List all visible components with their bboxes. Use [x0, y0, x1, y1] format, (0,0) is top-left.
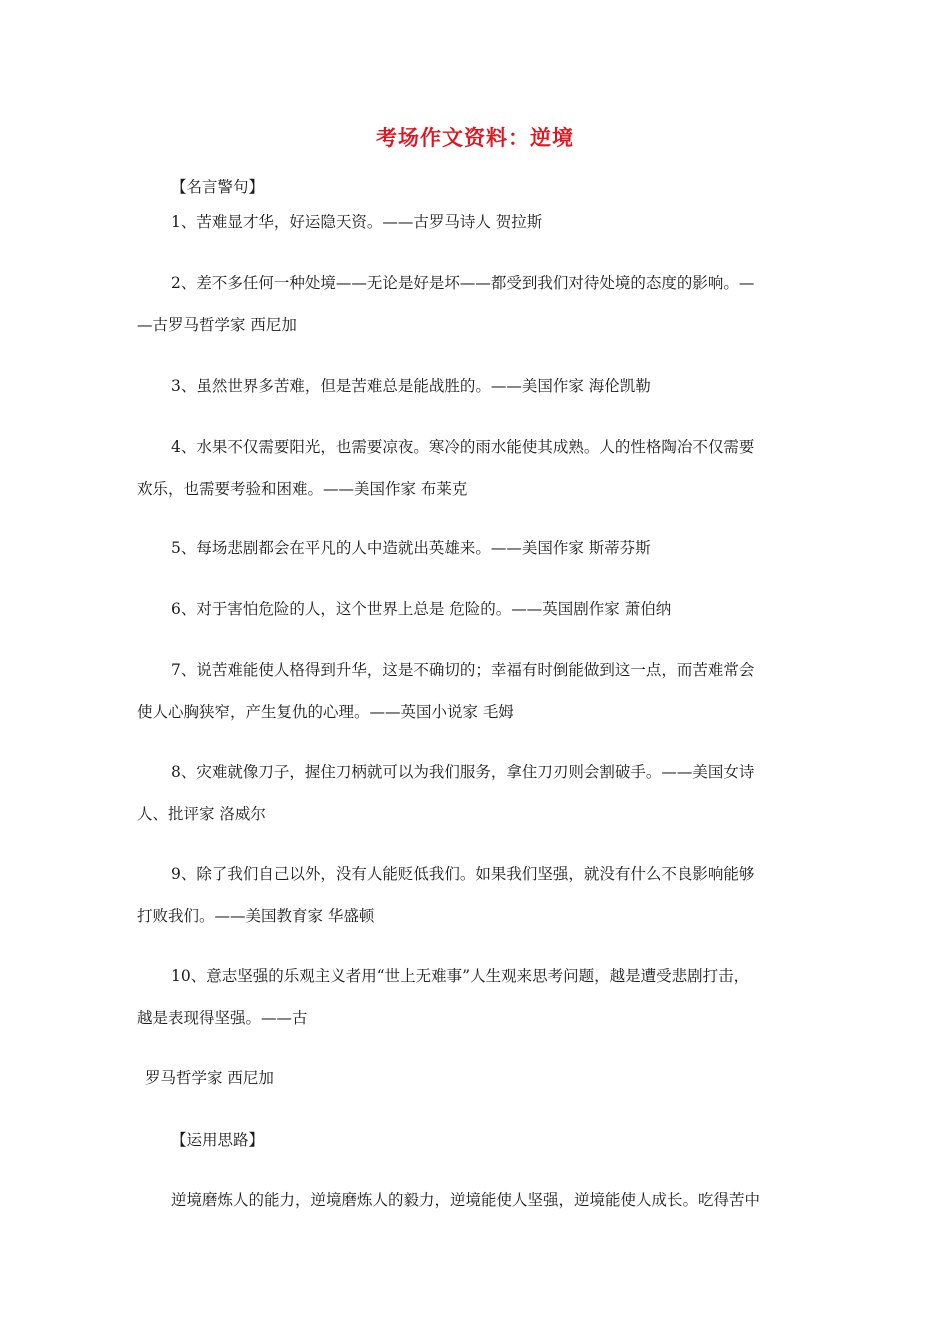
section-heading-usage: 【运用思路】 — [171, 1131, 265, 1149]
quote-item-2 — [137, 272, 817, 336]
quote-text: 8、灾难就像刀子，握住刀柄就可以为我们服务，拿住刀刃则会割破手。——美国女诗 — [171, 763, 755, 781]
quote-item-4 — [137, 436, 817, 500]
quote-item-3 — [137, 375, 817, 397]
quote-text: 10、意志坚强的乐观主义者用“世上无难事”人生观来思考问题，越是遭受悲剧打击， — [171, 967, 750, 985]
quote-text-continued: 打败我们。——美国教育家 华盛顿 — [137, 907, 375, 925]
quote-text: 9、除了我们自己以外，没有人能贬低我们。如果我们坚强，就没有什么不良影响能够 — [171, 865, 755, 883]
section-heading-quotes: 【名言警句】 — [171, 178, 265, 196]
quote-item-5 — [137, 537, 817, 559]
quote-text-continued: 人、批评家 洛威尔 — [137, 805, 266, 823]
quote-text-continued: 越是表现得坚强。——古 — [137, 1009, 308, 1027]
quote-item-10 — [137, 965, 817, 1029]
quote-text-continued: 使人心胸狭窄，产生复仇的心理。——英国小说家 毛姆 — [137, 703, 514, 721]
page-title: 考场作文资料：逆境 — [376, 126, 574, 150]
quote-10-continuation: 罗马哲学家 西尼加 — [145, 1069, 274, 1087]
quote-text: 4、水果不仅需要阳光，也需要凉夜。寒冷的雨水能使其成熟。人的性格陶冶不仅需要 — [171, 438, 755, 456]
quote-text: 2、差不多任何一种处境——无论是好是坏——都受到我们对待处境的态度的影响。— — [171, 274, 755, 292]
quote-text: 6、对于害怕危险的人，这个世界上总是 危险的。——英国剧作家 萧伯纳 — [171, 600, 672, 618]
quote-item-1 — [137, 211, 817, 233]
usage-paragraph: 逆境磨炼人的能力，逆境磨炼人的毅力，逆境能使人坚强，逆境能使人成长。吃得苦中 — [171, 1191, 761, 1209]
quote-text: 1、苦难显才华，好运隐天资。——古罗马诗人 贺拉斯 — [171, 213, 543, 231]
quote-text: 3、虽然世界多苦难，但是苦难总是能战胜的。——美国作家 海伦凯勒 — [171, 377, 651, 395]
quote-text-continued: —古罗马哲学家 西尼加 — [137, 316, 297, 334]
quote-text: 7、说苦难能使人格得到升华，这是不确切的；幸福有时倒能做到这一点，而苦难常会 — [171, 661, 755, 679]
quote-item-7 — [137, 659, 817, 723]
quote-text-continued: 欢乐，也需要考验和困难。——美国作家 布莱克 — [137, 480, 468, 498]
quote-text: 5、每场悲剧都会在平凡的人中造就出英雄来。——美国作家 斯蒂芬斯 — [171, 539, 651, 557]
quote-item-9 — [137, 863, 817, 927]
quote-item-6 — [137, 598, 817, 620]
quote-item-8 — [137, 761, 817, 825]
